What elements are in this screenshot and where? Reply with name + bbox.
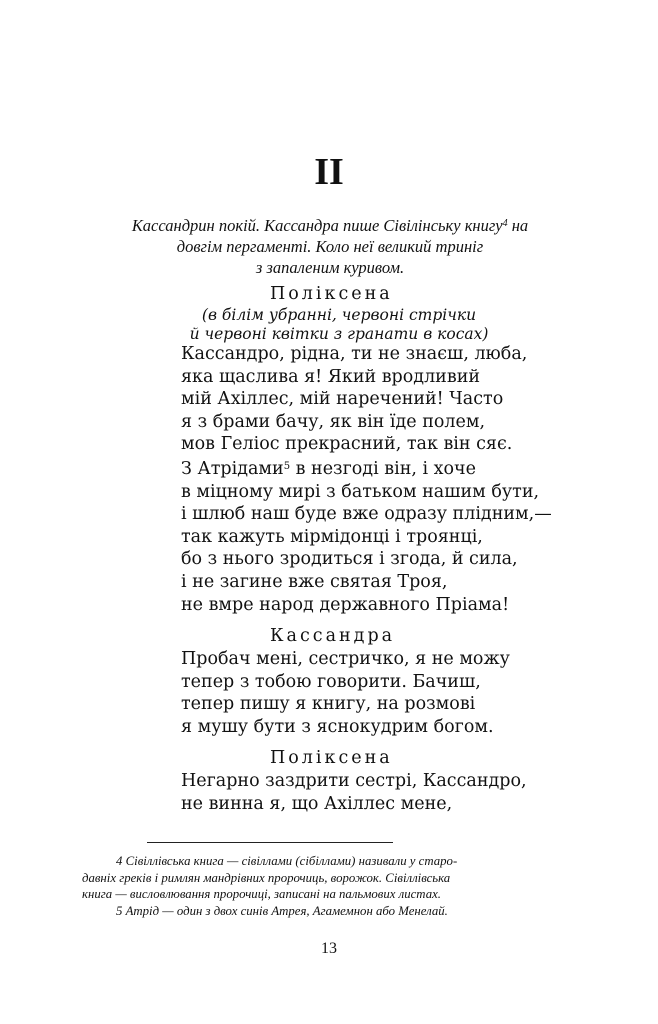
stage-direction-text: Кассандрин покій. Кассандра пише Сівілінську книгу: [131, 216, 503, 235]
footnote-line: 5 Атрід — один з двох синів Атрея, Агамемнон або Менелай.: [116, 903, 448, 918]
verse-line: я мушу бути з яснокудрим богом.: [181, 716, 494, 737]
verse-line: тепер з тобою говорити. Бачиш,: [181, 671, 481, 692]
verse-line: [181, 456, 552, 481]
footnote-line: книга — висловлювання пророчиці, записані на пальмових листах.: [82, 887, 441, 902]
verse-line: і шлюб наш буде вже одразу плідним,—: [181, 504, 552, 525]
footnotes: [82, 853, 578, 919]
footnote-line: давніх греків і римлян мандрівних пророчиць, ворожок. Сівіллівська: [82, 870, 451, 885]
verse-text: З Атрідами: [181, 458, 284, 479]
verse-text: в незгоді він, і хоче: [290, 458, 476, 479]
verse-line: я з брами бачу, як він їде полем,: [181, 411, 486, 432]
stage-direction-line: довгім пергаменті. Коло неї великий триніг: [176, 237, 484, 256]
stage-direction-line: з запаленим куривом.: [255, 258, 405, 277]
chapter-heading: II: [314, 151, 344, 193]
speaker-name: Кассандра: [270, 626, 396, 646]
speaker-direction-line: (в білім убранні, червоні стрічки: [201, 306, 477, 324]
verse-line: бо з нього зродиться і згода, й сила,: [181, 549, 518, 570]
page-number: 13: [321, 940, 337, 957]
verse-line: Пробач мені, сестричко, я не можу: [181, 649, 510, 669]
verse-block: [181, 648, 510, 738]
footnote-ref: 4: [502, 218, 508, 229]
verse-line: не вмре народ державного Пріама!: [181, 594, 510, 615]
verse-line: яка щаслива я! Який вродливий: [181, 366, 481, 387]
stage-direction-line: [90, 213, 570, 236]
stage-direction: [90, 213, 570, 278]
verse-block: [181, 343, 552, 616]
speaker-name: Поліксена: [270, 284, 393, 304]
stage-direction-text: на: [507, 216, 529, 235]
verse-line: і не загине вже святая Троя,: [181, 571, 448, 592]
footnote-line: 4 Сівіллівська книга — сівіллами (сібіллами) називали у старо-: [116, 854, 458, 868]
verse-line: не винна я, що Ахіллес мене,: [181, 793, 453, 814]
footnote-divider: [147, 842, 393, 843]
speaker-name: Поліксена: [270, 748, 393, 768]
verse-line: в міцному мирі з батьком нашим бути,: [181, 481, 540, 502]
speaker-direction: [184, 306, 494, 344]
verse-line: Кассандро, рідна, ти не знаєш, люба,: [181, 344, 528, 364]
verse-line: мій Ахіллес, мій наречений! Часто: [181, 389, 504, 410]
verse-line: так кажуть мірмідонці і троянці,: [181, 526, 483, 547]
speaker-direction-line: й червоні квітки з гранати в косах): [189, 325, 489, 343]
verse-line: Негарно заздрити сестрі, Кассандро,: [181, 771, 527, 791]
verse-line: мов Геліос прекрасний, так він сяє.: [181, 434, 513, 455]
verse-line: тепер пишу я книгу, на розмові: [181, 694, 476, 715]
footnote-ref: 5: [283, 460, 291, 472]
verse-block: [181, 770, 527, 815]
